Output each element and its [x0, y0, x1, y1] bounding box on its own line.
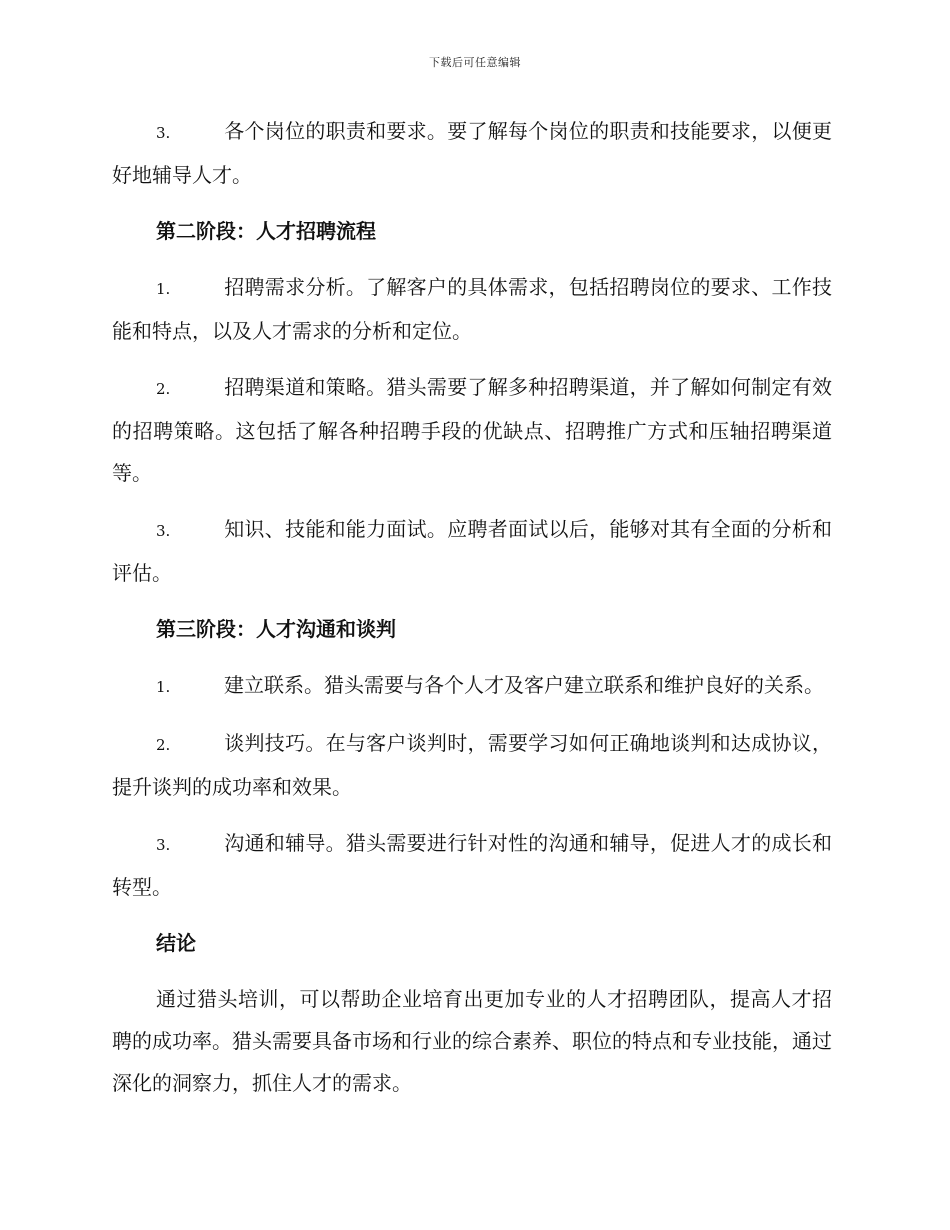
list-item	[112, 110, 832, 196]
list-number: 2.	[156, 380, 171, 398]
list-item-text: 沟通和辅导。猎头需要进行针对性的沟通和辅导，促进人才的成长和转型。	[112, 831, 832, 899]
list-item	[112, 664, 832, 708]
page-header: 下载后可任意编辑	[429, 56, 521, 69]
list-item	[112, 366, 832, 494]
list-item-text: 各个岗位的职责和要求。要了解每个岗位的职责和技能要求，以便更好地辅导人才。	[112, 119, 832, 187]
list-item-text: 招聘需求分析。了解客户的具体需求，包括招聘岗位的要求、工作技能和特点，以及人才需求的分析和定位。	[112, 275, 832, 343]
list-item	[112, 822, 832, 908]
list-item	[112, 722, 832, 808]
list-number: 2.	[156, 736, 171, 754]
list-number: 1.	[156, 678, 171, 696]
list-item-text: 谈判技巧。在与客户谈判时，需要学习如何正确地谈判和达成协议，提升谈判的成功率和效果。	[112, 731, 832, 799]
list-item	[112, 508, 832, 594]
conclusion-paragraph: 通过猎头培训，可以帮助企业培育出更加专业的人才招聘团队，提高人才招聘的成功率。猎头需要具备市场和行业的综合素养、职位的特点和专业技能，通过深化的洞察力，抓住人才的需求。	[112, 987, 832, 1095]
list-item-text: 招聘渠道和策略。猎头需要了解多种招聘渠道，并了解如何制定有效的招聘策略。这包括了解各种招聘手段的优缺点、招聘推广方式和压轴招聘渠道等。	[112, 375, 832, 485]
document-body	[112, 110, 832, 1118]
list-item-text: 建立联系。猎头需要与各个人才及客户建立联系和维护良好的关系。	[224, 673, 824, 697]
section-heading-stage-3: 第三阶段：人才沟通和谈判	[156, 617, 396, 641]
list-item-text: 知识、技能和能力面试。应聘者面试以后，能够对其有全面的分析和评估。	[112, 517, 832, 585]
list-number: 1.	[156, 280, 171, 298]
section-heading-stage-2: 第二阶段：人才招聘流程	[156, 219, 376, 243]
list-number: 3.	[156, 522, 171, 540]
section-heading-conclusion: 结论	[156, 931, 196, 955]
list-number: 3.	[156, 124, 171, 142]
list-item	[112, 266, 832, 352]
list-number: 3.	[156, 836, 171, 854]
